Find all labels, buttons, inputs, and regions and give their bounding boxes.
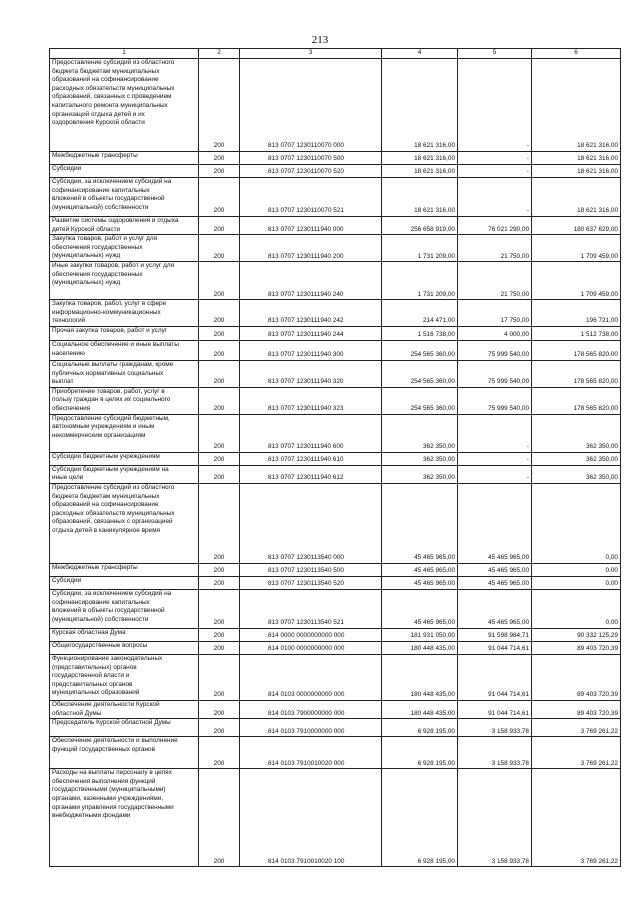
column-header: 5 xyxy=(458,49,532,59)
row-value-5: 91 598 984,71 xyxy=(458,628,532,641)
table-row xyxy=(50,59,621,152)
table-row xyxy=(50,152,621,165)
row-budget-code: 813 0707 1230111940 323 xyxy=(240,387,382,414)
row-budget-code: 813 0707 1230111940 000 xyxy=(240,217,382,235)
row-value-5: 91 044 714,61 xyxy=(458,700,532,718)
row-value-5: 45 465 965,00 xyxy=(458,589,532,628)
row-value-6: 1 709 459,00 xyxy=(532,262,621,300)
row-value-5: - xyxy=(458,178,532,217)
row-value-5: 75 999 540,00 xyxy=(458,340,532,360)
row-budget-code: 813 0707 1230111940 612 xyxy=(240,465,382,483)
table-row xyxy=(50,563,621,576)
row-value-5: 45 465 965,00 xyxy=(458,483,532,563)
row-value-5: - xyxy=(458,452,532,465)
row-value-4: 45 465 965,00 xyxy=(382,589,458,628)
row-col2: 200 xyxy=(199,483,240,563)
table-row xyxy=(50,217,621,235)
row-name: Закупка товаров, работ, услуг в сфере информационно-коммуникационных технологий xyxy=(50,300,199,327)
row-value-5: 45 465 965,00 xyxy=(458,563,532,576)
column-header: 4 xyxy=(382,49,458,59)
row-value-6: 178 565 820,00 xyxy=(532,340,621,360)
row-value-5: 91 044 714,61 xyxy=(458,641,532,654)
row-value-6: 362 350,00 xyxy=(532,465,621,483)
row-budget-code: 814 0103 7910000000 000 xyxy=(240,719,382,737)
row-value-6: 18 621 316,00 xyxy=(532,59,621,152)
row-value-4: 180 448 435,00 xyxy=(382,641,458,654)
table-row xyxy=(50,654,621,700)
row-value-4: 256 658 919,00 xyxy=(382,217,458,235)
row-budget-code: 814 0100 0000000000 000 xyxy=(240,641,382,654)
row-col2: 200 xyxy=(199,300,240,327)
table-row xyxy=(50,589,621,628)
row-value-6: 90 332 125,29 xyxy=(532,628,621,641)
row-name: Субсидии xyxy=(50,576,199,589)
row-value-5: 21 750,00 xyxy=(458,262,532,300)
row-name: Курская областная Дума xyxy=(50,628,199,641)
row-name: Председатель Курской областной Думы xyxy=(50,719,199,737)
row-value-4: 45 465 965,00 xyxy=(382,576,458,589)
column-header: 3 xyxy=(240,49,382,59)
row-name: Межбюджетные трансферты xyxy=(50,152,199,165)
row-value-6: 3 769 261,22 xyxy=(532,769,621,867)
row-col2: 200 xyxy=(199,340,240,360)
row-name: Предоставление субсидий из областного бюджета бюджетам муниципальных образований на софинансирование расходных обязательств муниципальных образований, связанных с проведением капитального ремонта муниципальных организаций отдыха детей и их оздоровления Курской области xyxy=(50,59,199,152)
row-col2: 200 xyxy=(199,235,240,262)
table-row xyxy=(50,300,621,327)
row-value-6: 89 403 720,39 xyxy=(532,654,621,700)
table-row xyxy=(50,719,621,737)
row-col2: 200 xyxy=(199,563,240,576)
row-name: Функционирование законодательных (представительных) органов государственной власти и представительных органов муниципальных образований xyxy=(50,654,199,700)
row-budget-code: 813 0707 1230110070 000 xyxy=(240,59,382,152)
table-row xyxy=(50,326,621,340)
row-budget-code: 813 0707 1230111940 240 xyxy=(240,262,382,300)
row-value-4: 214 471,00 xyxy=(382,300,458,327)
row-col2: 200 xyxy=(199,414,240,452)
table-row xyxy=(50,178,621,217)
table-row xyxy=(50,483,621,563)
row-value-6: 3 769 261,22 xyxy=(532,737,621,769)
row-budget-code: 814 0103 0000000000 000 xyxy=(240,654,382,700)
row-col2: 200 xyxy=(199,452,240,465)
row-value-5: 91 044 714,61 xyxy=(458,654,532,700)
table-row xyxy=(50,387,621,414)
row-value-4: 18 621 316,00 xyxy=(382,178,458,217)
row-value-6: 0,00 xyxy=(532,483,621,563)
row-value-6: 18 621 316,00 xyxy=(532,152,621,165)
row-value-4: 6 928 195,00 xyxy=(382,719,458,737)
row-budget-code: 814 0103 7910010020 000 xyxy=(240,737,382,769)
row-value-5: 17 750,00 xyxy=(458,300,532,327)
row-col2: 200 xyxy=(199,262,240,300)
row-value-4: 180 448 435,00 xyxy=(382,654,458,700)
row-value-4: 362 350,00 xyxy=(382,452,458,465)
column-header: 6 xyxy=(532,49,621,59)
row-budget-code: 813 0707 1230110070 521 xyxy=(240,178,382,217)
row-col2: 200 xyxy=(199,387,240,414)
row-value-6: 89 403 720,39 xyxy=(532,641,621,654)
row-col2: 200 xyxy=(199,719,240,737)
row-value-6: 0,00 xyxy=(532,589,621,628)
row-value-4: 362 350,00 xyxy=(382,465,458,483)
column-header: 1 xyxy=(50,49,199,59)
row-col2: 200 xyxy=(199,59,240,152)
row-value-6: 18 621 316,00 xyxy=(532,165,621,178)
row-col2: 200 xyxy=(199,217,240,235)
row-value-4: 254 565 360,00 xyxy=(382,387,458,414)
row-col2: 200 xyxy=(199,360,240,387)
row-budget-code: 813 0707 1230111940 244 xyxy=(240,326,382,340)
table-row xyxy=(50,262,621,300)
row-budget-code: 813 0707 1230111940 610 xyxy=(240,452,382,465)
row-budget-code: 813 0707 1230110070 520 xyxy=(240,165,382,178)
row-budget-code: 814 0103 7910010020 100 xyxy=(240,769,382,867)
row-value-4: 1 516 738,00 xyxy=(382,326,458,340)
table-row xyxy=(50,235,621,262)
row-value-6: 362 350,00 xyxy=(532,414,621,452)
row-name: Иные закупки товаров, работ и услуг для обеспечения государственных (муниципальных) нужд xyxy=(50,262,199,300)
row-col2: 200 xyxy=(199,700,240,718)
row-name: Закупка товаров, работ и услуг для обеспечения государственных (муниципальных) нужд xyxy=(50,235,199,262)
row-value-6: 1 512 738,00 xyxy=(532,326,621,340)
row-value-4: 254 565 360,00 xyxy=(382,340,458,360)
table-row xyxy=(50,641,621,654)
row-value-4: 1 731 209,00 xyxy=(382,262,458,300)
row-budget-code: 813 0707 1230113540 521 xyxy=(240,589,382,628)
row-name: Субсидии, за исключением субсидий на софинансирование капитальных вложений в объекты государственной (муниципальной) собственности xyxy=(50,178,199,217)
table-row xyxy=(50,700,621,718)
row-value-6: 180 637 629,00 xyxy=(532,217,621,235)
row-value-6: 362 350,00 xyxy=(532,452,621,465)
row-name: Субсидии бюджетным учреждениям xyxy=(50,452,199,465)
row-name: Предоставление субсидий бюджетным, автономным учреждениям и иным некоммерческим организациям xyxy=(50,414,199,452)
row-name: Субсидии, за исключением субсидий на софинансирование капитальных вложений в объекты государственной (муниципальной) собственности xyxy=(50,589,199,628)
row-value-4: 18 621 316,00 xyxy=(382,165,458,178)
row-col2: 200 xyxy=(199,628,240,641)
table-row xyxy=(50,414,621,452)
row-value-5: - xyxy=(458,59,532,152)
row-name: Расходы на выплаты персоналу в целях обеспечения выполнения функций государственными (муниципальными) органами, казенными учреждениями, органами управления государственными внебюджетными фондами xyxy=(50,769,199,867)
row-budget-code: 813 0707 1230113540 500 xyxy=(240,563,382,576)
row-name: Приобретение товаров, работ, услуг в пользу граждан в целях их социального обеспечения xyxy=(50,387,199,414)
row-value-6: 1 709 459,00 xyxy=(532,235,621,262)
row-value-5: - xyxy=(458,414,532,452)
row-value-5: - xyxy=(458,465,532,483)
row-name: Субсидии xyxy=(50,165,199,178)
row-col2: 200 xyxy=(199,769,240,867)
row-value-4: 180 448 435,00 xyxy=(382,700,458,718)
column-header: 2 xyxy=(199,49,240,59)
row-name: Субсидии бюджетным учреждениям на иные цели xyxy=(50,465,199,483)
row-name: Обеспечение деятельности и выполнение функций государственных органов xyxy=(50,737,199,769)
row-col2: 200 xyxy=(199,326,240,340)
row-value-6: 89 403 720,39 xyxy=(532,700,621,718)
row-value-4: 362 350,00 xyxy=(382,414,458,452)
row-col2: 200 xyxy=(199,178,240,217)
row-value-5: 75 999 540,00 xyxy=(458,387,532,414)
row-budget-code: 813 0707 1230110070 500 xyxy=(240,152,382,165)
row-value-6: 3 769 261,22 xyxy=(532,719,621,737)
row-value-5: 3 158 933,78 xyxy=(458,737,532,769)
row-value-4: 1 731 209,00 xyxy=(382,235,458,262)
table-row xyxy=(50,340,621,360)
row-value-6: 0,00 xyxy=(532,563,621,576)
row-budget-code: 813 0707 1230111940 600 xyxy=(240,414,382,452)
table-row xyxy=(50,465,621,483)
row-value-4: 254 565 360,00 xyxy=(382,360,458,387)
budget-table xyxy=(49,48,621,867)
row-col2: 200 xyxy=(199,576,240,589)
row-budget-code: 813 0707 1230111940 242 xyxy=(240,300,382,327)
row-budget-code: 814 0000 0000000000 000 xyxy=(240,628,382,641)
row-value-5: 75 999 540,00 xyxy=(458,360,532,387)
row-value-5: 3 158 933,78 xyxy=(458,719,532,737)
table-row xyxy=(50,165,621,178)
row-name: Обеспечение деятельности Курской областной Думы xyxy=(50,700,199,718)
row-budget-code: 813 0707 1230113540 520 xyxy=(240,576,382,589)
row-col2: 200 xyxy=(199,737,240,769)
row-name: Общегосударственные вопросы xyxy=(50,641,199,654)
table-header-row xyxy=(50,49,621,59)
row-value-6: 196 721,00 xyxy=(532,300,621,327)
row-value-6: 178 565 820,00 xyxy=(532,360,621,387)
row-col2: 200 xyxy=(199,152,240,165)
page-number: 213 xyxy=(311,34,329,46)
row-value-6: 0,00 xyxy=(532,576,621,589)
row-col2: 200 xyxy=(199,589,240,628)
row-value-4: 6 928 195,00 xyxy=(382,769,458,867)
row-value-4: 45 465 965,00 xyxy=(382,563,458,576)
row-value-5: 3 158 933,78 xyxy=(458,769,532,867)
row-name: Прочая закупка товаров, работ и услуг xyxy=(50,326,199,340)
row-name: Социальные выплаты гражданам, кроме публичных нормативных социальных выплат xyxy=(50,360,199,387)
row-col2: 200 xyxy=(199,165,240,178)
table-row xyxy=(50,576,621,589)
row-budget-code: 813 0707 1230111940 320 xyxy=(240,360,382,387)
row-name: Развитие системы оздоровления и отдыха детей Курской области xyxy=(50,217,199,235)
row-budget-code: 814 0103 7900000000 000 xyxy=(240,700,382,718)
table-row xyxy=(50,737,621,769)
table-row xyxy=(50,360,621,387)
row-value-4: 6 928 195,00 xyxy=(382,737,458,769)
row-value-5: 4 000,00 xyxy=(458,326,532,340)
row-col2: 200 xyxy=(199,654,240,700)
row-value-4: 18 621 316,00 xyxy=(382,152,458,165)
row-col2: 200 xyxy=(199,641,240,654)
row-value-5: 21 750,00 xyxy=(458,235,532,262)
row-value-5: 45 465 965,00 xyxy=(458,576,532,589)
table-row xyxy=(50,769,621,867)
row-value-6: 178 565 820,00 xyxy=(532,387,621,414)
row-value-5: 76 021 290,00 xyxy=(458,217,532,235)
table-row xyxy=(50,452,621,465)
table-row xyxy=(50,628,621,641)
row-value-4: 45 465 965,00 xyxy=(382,483,458,563)
row-value-5: - xyxy=(458,165,532,178)
row-name: Межбюджетные трансферты xyxy=(50,563,199,576)
row-value-4: 181 931 050,00 xyxy=(382,628,458,641)
row-value-5: - xyxy=(458,152,532,165)
row-name: Социальное обеспечение и иные выплаты населению xyxy=(50,340,199,360)
row-budget-code: 813 0707 1230113540 000 xyxy=(240,483,382,563)
row-col2: 200 xyxy=(199,465,240,483)
row-budget-code: 813 0707 1230111940 300 xyxy=(240,340,382,360)
row-name: Предоставление субсидий из областного бюджета бюджетам муниципальных образований на софинансирование расходных обязательств муниципальных образований, связанных с организацией отдыха детей в каникулярное время xyxy=(50,483,199,563)
row-value-4: 18 621 316,00 xyxy=(382,59,458,152)
row-value-6: 18 621 316,00 xyxy=(532,178,621,217)
row-budget-code: 813 0707 1230111940 200 xyxy=(240,235,382,262)
